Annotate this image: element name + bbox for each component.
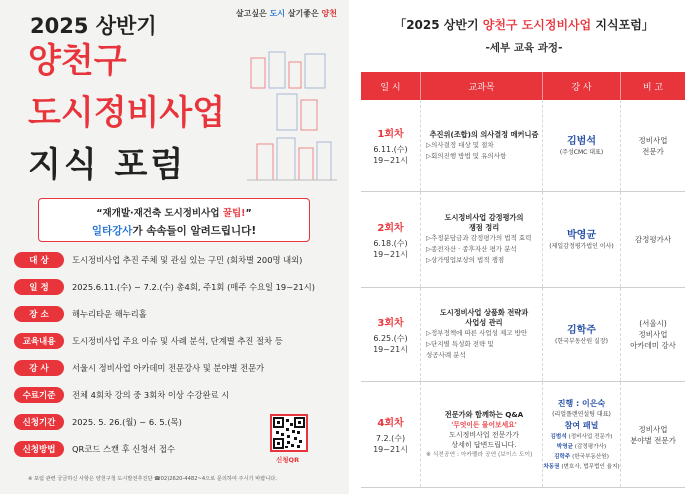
- header-subject: 교과목: [421, 72, 543, 100]
- schedule-table-header: [361, 72, 685, 100]
- table-row: 4회차 7.2.(수) 19~21시 전문가와 함께하는 Q&A '무엇이든 물어보세요' 도시정비사업 전문가가 상세히 답변드립니다. ※ 식전공연 : 아카펠라 공연 (보이스 도이) 진행 : 이은숙 (리얼플랜연설팅 대표) 참여 패널 김범석 (정비사업 전문가) 박영균 (감정평가사) 김학주 (한국부동산원) 차동권 (변호사, 법무법인 율지) 정비사업 분야별 전문가: [361, 382, 685, 488]
- poster-title-line2: 도시정비사업: [28, 93, 226, 133]
- tagline-box: “재개발·재건축 도시정비사업 꿀팁!” 일타강사가 속속들이 알려드립니다!: [38, 198, 310, 242]
- info-row-completion: 수료기준 전체 4회차 강의 중 3회차 이상 수강완료 시: [14, 387, 229, 403]
- schedule-title: 「2025 상반기 양천구 도시정비사업 지식포럼」: [394, 18, 654, 32]
- info-row-target: 대 상 도시정비사업 추진 주체 및 관심 있는 구민 (회차별 200명 내외): [14, 252, 302, 268]
- info-row-place: 장 소 해누리타운 해누리홀: [14, 306, 147, 322]
- yangcheon-logo: 살고싶은 도시 살기좋은 양천: [235, 9, 337, 18]
- poster-title-line1: 양천구: [28, 41, 127, 81]
- lecturer-name: 김학주: [567, 324, 596, 336]
- info-row-schedule: 일 정 2025.6.11.(수) ~ 7.2.(수) 총4회, 주1회 (매주 수요일 19~21시): [14, 279, 315, 295]
- poster-year: 2025 상반기: [30, 14, 157, 38]
- poster-footer-note: ※ 포럼 관련 궁금하신 사항은 양천구청 도시발전추진단 ☎02)2620-4482~4으로 문의하여 주시기 바랍니다.: [28, 476, 277, 482]
- info-row-content: 교육내용 도시정비사업 주요 이슈 및 사례 분석, 단계별 추진 절차 등: [14, 333, 283, 349]
- table-row: 3회차 6.25.(수) 19~21시 도시정비사업 상품화 전략과 사업성 관리 ▷정부정책에 따른 사업성 제고 방안 ▷단지별 특성화 전략 및 성공사례 분석 김학주 (한국부동산원 실장) (서울시) 정비사업 아카데미 강사: [361, 288, 685, 382]
- qr-label: 신청QR: [276, 456, 300, 464]
- lecturer-name: 박영균: [567, 229, 596, 241]
- info-row-method: 신청방법 QR코드 스캔 후 신청서 접수: [14, 441, 175, 457]
- table-row: 2회차 6.18.(수) 19~21시 도시정비사업 감정평가의 쟁점 정리 ▷추정분담금과 감정평가의 법적 효력 ▷종전자산 · 종후자산 평가 분석 ▷상가영업보상의 법적 쟁점 박영균 (제일감정평가법인 이사) 감정평가사: [361, 192, 685, 288]
- qr-code[interactable]: [270, 414, 308, 452]
- schedule-subtitle: -세부 교육 과정-: [485, 42, 563, 54]
- poster-title-line3: 지식 포럼: [28, 145, 187, 185]
- info-row-period: 신청기간 2025. 5. 26.(월) ~ 6. 5.(목): [14, 414, 182, 430]
- info-row-lecturer: 강 사 서울시 정비사업 아카데미 전문강사 및 분야별 전문가: [14, 360, 264, 376]
- header-lecturer: 강 사: [543, 72, 621, 100]
- city-skyline-illustration: [247, 48, 337, 188]
- header-note: 비 고: [642, 82, 664, 93]
- lecturer-name: 김범석: [567, 135, 596, 147]
- panel-label: 참여 패널: [564, 421, 599, 430]
- forum-poster: [0, 0, 349, 494]
- schedule-panel: [349, 0, 699, 494]
- header-datetime: 일 시: [361, 72, 421, 100]
- table-row: 1회차 6.11.(수) 19~21시 추진위(조합)의 의사결정 메커니즘 ▷의사결정 대상 및 절차 ▷회의진행 방법 및 유의사항 김범석 (주성CMC 대표) 정비사업 전문가: [361, 100, 685, 192]
- host-name: 진행 : 이은숙: [557, 399, 606, 408]
